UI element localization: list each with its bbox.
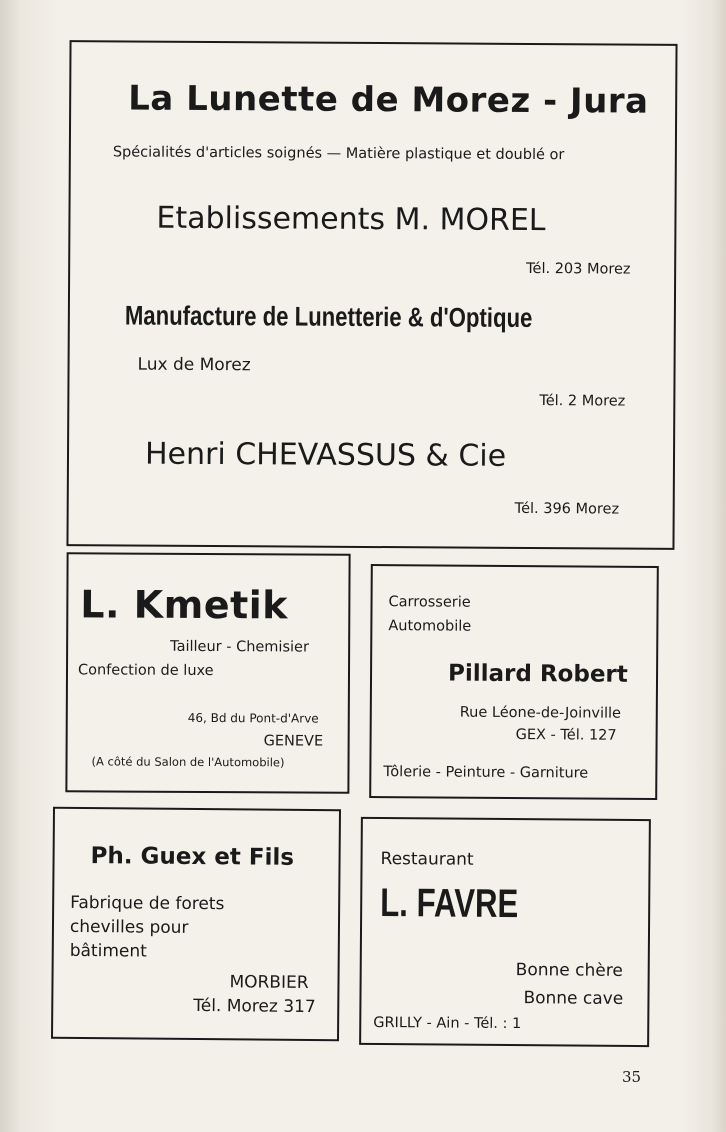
company-morel: Etablissements M. MOREL: [156, 200, 546, 239]
ad-lunette-de-morez: [66, 40, 677, 550]
pillard-line1: Carrosserie: [388, 594, 471, 611]
pillard-name: Pillard Robert: [447, 660, 628, 688]
ad-favre-restaurant: [359, 817, 651, 1047]
company-manufacture-tel: Tél. 2 Morez: [539, 393, 626, 410]
page-number: 35: [622, 1068, 642, 1086]
ad-pillard-robert: [369, 564, 659, 800]
guex-line2: chevilles pour: [69, 916, 189, 938]
ad-specialties: Spécialités d'articles soignés — Matière plastique et doublé or: [112, 144, 565, 164]
ad-kmetik: [65, 552, 350, 793]
pillard-services: Tôlerie - Peinture - Garniture: [383, 764, 589, 782]
pillard-street: Rue Léone-de-Joinville: [459, 704, 622, 722]
guex-line1: Fabrique de forets: [70, 892, 225, 915]
ad-title: La Lunette de Morez - Jura: [128, 78, 649, 122]
guex-tel: Tél. Morez 317: [193, 995, 316, 1018]
guex-line3: bâtiment: [69, 940, 147, 962]
company-chevassus: Henri CHEVASSUS & Cie: [144, 436, 507, 474]
pillard-line2: Automobile: [388, 618, 472, 635]
company-chevassus-tel: Tél. 396 Morez: [514, 500, 620, 518]
kmetik-note: (A côté du Salon de l'Automobile): [91, 754, 285, 770]
favre-footer: GRILLY - Ain - Tél. : 1: [373, 1014, 522, 1033]
company-manufacture: Manufacture de Lunetterie & d'Optique: [124, 300, 533, 333]
kmetik-name: L. Kmetik: [80, 582, 289, 628]
kmetik-line2: Confection de luxe: [77, 662, 214, 680]
pillard-city-tel: GEX - Tél. 127: [515, 727, 617, 744]
company-manufacture-sub: Lux de Morez: [137, 354, 251, 376]
guex-city: MORBIER: [229, 972, 309, 993]
company-morel-tel: Tél. 203 Morez: [526, 260, 631, 278]
kmetik-line1: Tailleur - Chemisier: [170, 638, 309, 656]
kmetik-city: GENEVE: [263, 733, 324, 750]
favre-name: L. FAVRE: [380, 881, 519, 927]
guex-name: Ph. Guex et Fils: [90, 843, 295, 871]
favre-line2: Bonne chère: [515, 960, 623, 981]
favre-line3: Bonne cave: [523, 988, 624, 1009]
kmetik-address: 46, Bd du Pont-d'Arve: [187, 710, 319, 726]
favre-line1: Restaurant: [380, 849, 474, 870]
ad-guex-et-fils: [51, 807, 341, 1042]
